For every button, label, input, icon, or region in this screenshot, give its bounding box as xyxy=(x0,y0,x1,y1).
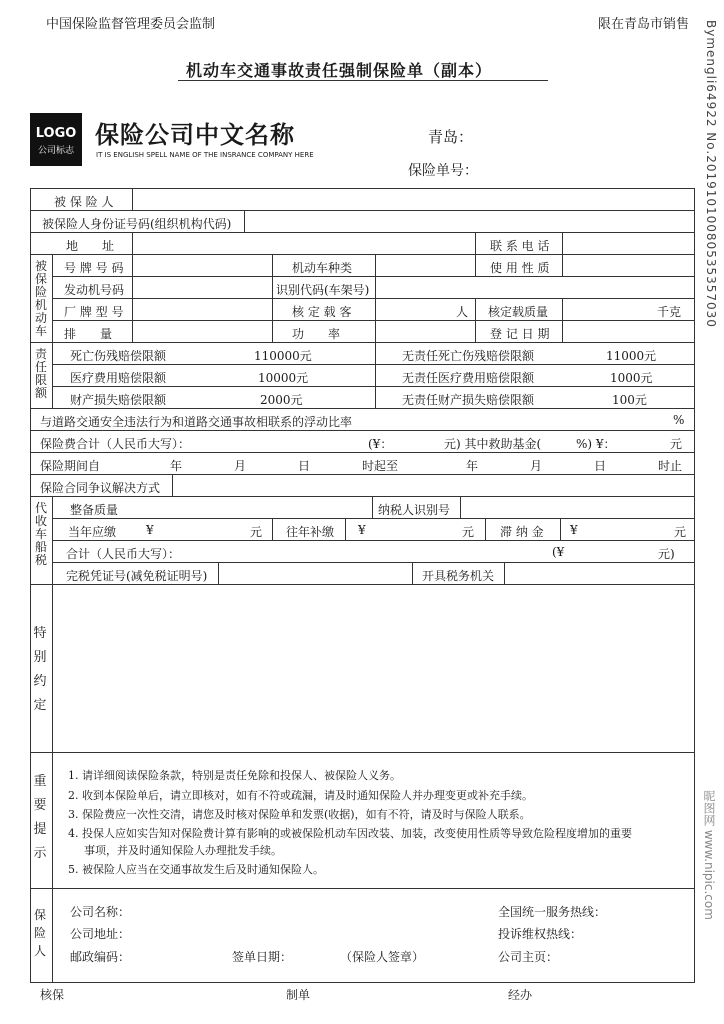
insured-label: 被 保 险 人 xyxy=(54,195,114,209)
past-year-yen: ¥ xyxy=(358,523,366,537)
model-label: 厂 牌 型 号 xyxy=(64,305,124,319)
logo-subtext: 公司标志 xyxy=(37,146,74,156)
insurer-label: 保险人 xyxy=(33,908,46,958)
tax-office-label: 开具税务机关 xyxy=(422,569,495,583)
tax-total-yen: (¥ xyxy=(552,545,565,559)
liability-section-label: 责任限额 xyxy=(34,347,47,400)
company-homepage-label: 公司主页： xyxy=(498,950,559,964)
tax-total-label: 合计（人民币大写）： xyxy=(66,547,181,561)
tax-total-yuan: 元) xyxy=(658,547,675,561)
reg-date-label: 登 记 日 期 xyxy=(490,327,550,341)
nofault-property-limit-value: 100元 xyxy=(612,393,647,407)
policy-number-label: 保险单号： xyxy=(408,163,478,179)
taxpayer-id-label: 纳税人识别号 xyxy=(378,503,451,517)
insurer-company-address-label: 公司地址： xyxy=(70,927,131,941)
side-serial-text: Bymengli64922 No.20191010080535357030 xyxy=(704,20,718,328)
insured-id-label: 被保险人身份证号码(组织机构代码) xyxy=(42,217,232,231)
notice-item-3: 3. 保险费应一次性交清，请您及时核对保险单和发票(收据)，如有不符，请及时与保险人联系。 xyxy=(68,808,531,821)
special-agreement-label: 特别约定 xyxy=(33,626,47,713)
vin-label: 识别代码(车架号) xyxy=(276,283,370,297)
period-end-day: 日 xyxy=(594,459,607,473)
float-rate-label: 与道路交通安全违法行为和道路交通事故相联系的浮动比率 xyxy=(40,415,353,429)
usage-label: 使 用 性 质 xyxy=(490,261,550,275)
company-name-cn: 保险公司中文名称 xyxy=(95,121,295,149)
current-year-yen: ¥ xyxy=(146,523,154,537)
property-limit-label: 财产损失赔偿限额 xyxy=(70,393,167,407)
logo xyxy=(30,113,82,166)
logo-text: LOGO xyxy=(35,126,77,141)
person-unit: 人 xyxy=(456,305,469,319)
notice-item-1: 1. 请详细阅读保险条款，特别是责任免除和投保人、被保险人义务。 xyxy=(68,769,401,782)
death-limit-value: 110000元 xyxy=(254,349,312,363)
engine-label: 发动机号码 xyxy=(64,283,125,297)
notice-item-4-cont: 事项，并及时通知保险人办理批发手续。 xyxy=(84,844,282,857)
sign-date-label: 签单日期： xyxy=(232,950,293,964)
late-fee-yen: ¥ xyxy=(570,523,578,537)
past-year-tax-label: 往年补缴 xyxy=(286,525,335,539)
premium-yuan: 元 xyxy=(670,437,683,451)
supervisor-text: 中国保险监督管理委员会监制 xyxy=(46,17,216,32)
current-year-yuan: 元 xyxy=(250,525,263,539)
address-label: 地 址 xyxy=(66,239,115,253)
tax-section-label: 代收车船税 xyxy=(34,501,47,567)
past-year-yuan: 元 xyxy=(462,525,475,539)
period-end-month: 月 xyxy=(530,459,543,473)
period-start-day: 日 xyxy=(298,459,311,473)
notice-item-5: 5. 被保险人应当在交通事故发生后及时通知保险人。 xyxy=(68,863,324,876)
period-start-month: 月 xyxy=(234,459,247,473)
late-fee-label: 滞 纳 金 xyxy=(500,525,544,539)
nofault-death-limit-label: 无责任死亡伤残赔偿限额 xyxy=(402,349,535,363)
load-label: 核定载质量 xyxy=(488,305,549,319)
nofault-medical-limit-value: 1000元 xyxy=(610,371,653,385)
displacement-label: 排 量 xyxy=(64,327,113,341)
period-start-at: 时起至 xyxy=(362,459,399,473)
nofault-death-limit-value: 11000元 xyxy=(606,349,657,363)
premium-total-label: 保险费合计（人民币大写）： xyxy=(40,437,191,451)
current-year-tax-label: 当年应缴 xyxy=(68,525,117,539)
period-end-year: 年 xyxy=(466,459,479,473)
complaint-hotline-label: 投诉维权热线： xyxy=(498,927,583,941)
late-fee-yuan: 元 xyxy=(674,525,687,539)
period-from-label: 保险期间自 xyxy=(40,459,101,473)
premium-yen-open: (¥： xyxy=(368,437,393,451)
seats-label: 核 定 载 客 xyxy=(292,305,352,319)
insurer-postcode-label: 邮政编码： xyxy=(70,950,131,964)
power-label: 功 率 xyxy=(292,327,341,341)
city-label: 青岛： xyxy=(428,128,474,146)
period-start-year: 年 xyxy=(170,459,183,473)
kg-unit: 千克 xyxy=(657,305,682,319)
nofault-property-limit-label: 无责任财产损失赔偿限额 xyxy=(402,393,535,407)
phone-label: 联 系 电 话 xyxy=(490,239,550,253)
handled-by-label: 经办 xyxy=(508,988,533,1002)
property-limit-value: 2000元 xyxy=(260,393,303,407)
death-limit-label: 死亡伤残赔偿限额 xyxy=(70,349,167,363)
service-hotline-label: 全国统一服务热线： xyxy=(498,905,607,919)
vehicle-section-label: 被保险机动车 xyxy=(34,259,47,338)
notice-label: 重要提示 xyxy=(33,774,47,861)
watermark-text: 昵图网 www.nipic.com xyxy=(702,790,716,920)
insurer-company-name-label: 公司名称： xyxy=(70,905,131,919)
notice-item-4: 4. 投保人应如实告知对保险费计算有影响的或被保险机动车因改装、加装，改变使用性质等导致危险程度增加的重要 xyxy=(68,827,632,840)
tax-cert-label: 完税凭证号(减免税证明号) xyxy=(66,569,208,583)
nofault-medical-limit-label: 无责任医疗费用赔偿限额 xyxy=(402,371,535,385)
document-title: 机动车交通事故责任强制保险单（副本） xyxy=(186,61,493,80)
medical-limit-value: 10000元 xyxy=(258,371,309,385)
curb-weight-label: 整备质量 xyxy=(70,503,119,517)
period-end-at: 时止 xyxy=(658,459,683,473)
notice-item-2: 2. 收到本保险单后，请立即核对，如有不符或疏漏，请及时通知保险人并办理变更或补充手续。 xyxy=(68,789,533,802)
float-rate-percent: % xyxy=(673,413,685,427)
company-name-en: IT IS ENGLISH SPELL NAME OF THE INSRANCE COMPANY HERE xyxy=(96,151,314,159)
rescue-fund-percent: %) ¥： xyxy=(576,437,616,451)
prepared-by-label: 制单 xyxy=(286,988,311,1002)
rescue-fund-label: 元) 其中救助基金( xyxy=(444,437,542,451)
underwriting-label: 核保 xyxy=(40,988,65,1002)
region-text: 限在青岛市销售 xyxy=(598,17,690,32)
plate-label: 号 牌 号 码 xyxy=(64,261,124,275)
vehicle-type-label: 机动车种类 xyxy=(292,261,353,275)
insurer-seal-label: （保险人签章） xyxy=(340,950,425,964)
dispute-label: 保险合同争议解决方式 xyxy=(40,481,161,495)
medical-limit-label: 医疗费用赔偿限额 xyxy=(70,371,167,385)
